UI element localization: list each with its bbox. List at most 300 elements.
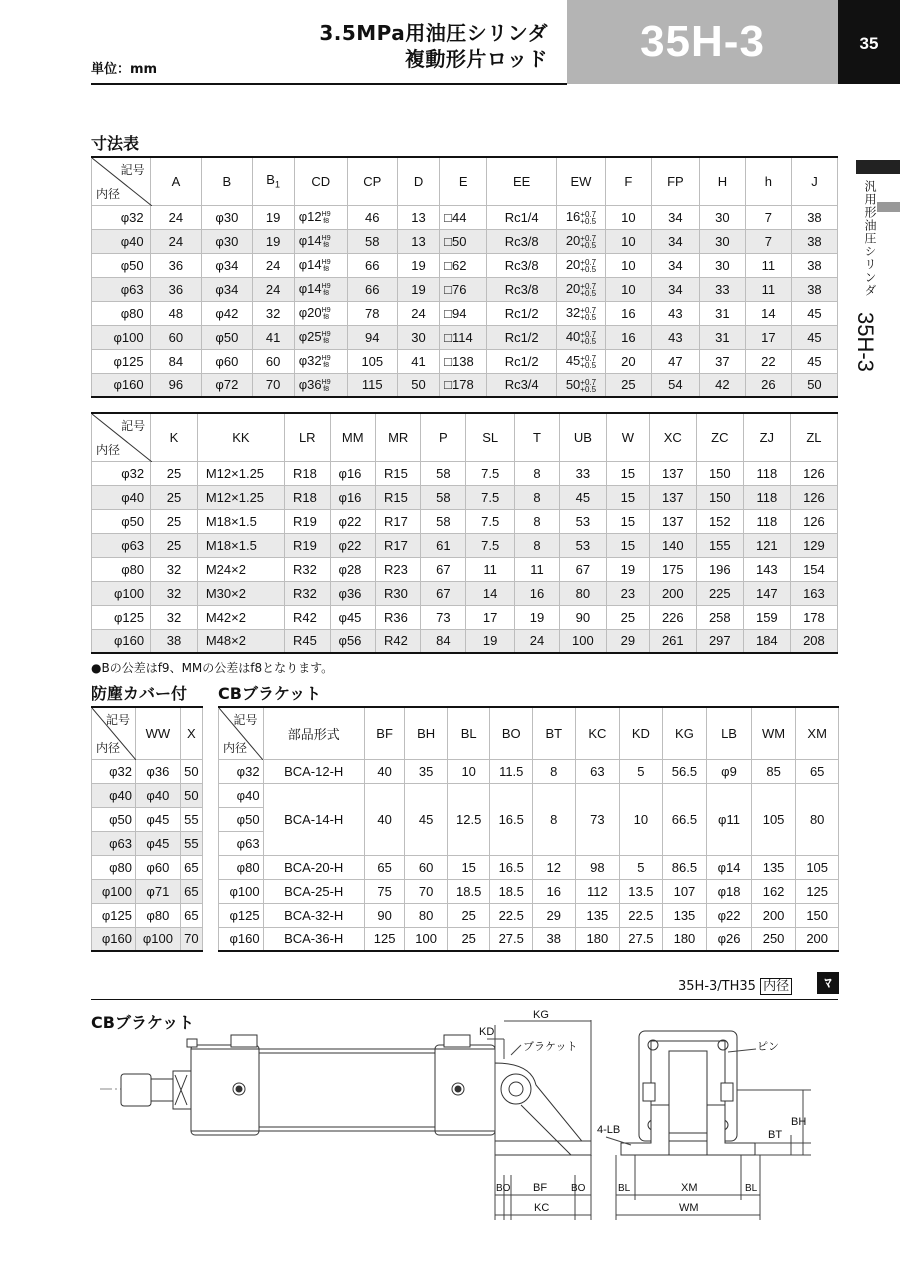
- bracket-cell: 60: [405, 855, 448, 879]
- cell-mr: R15: [375, 485, 420, 509]
- label-bl-left: BL: [618, 1183, 631, 1194]
- table-row: [92, 277, 838, 301]
- cell-a: 48: [150, 301, 202, 325]
- tolerance: +0.7 +0.5: [580, 209, 597, 226]
- bore-cell: φ125: [92, 605, 151, 629]
- cell-a: 24: [150, 229, 202, 253]
- cell-ew: 20 +0.7 +0.5: [557, 229, 606, 253]
- cell-xc: 226: [649, 605, 696, 629]
- cell-fp: 34: [651, 277, 699, 301]
- table-row: [92, 807, 203, 831]
- cell-mm: φ45: [330, 605, 375, 629]
- bore-cell: φ32: [92, 461, 151, 485]
- col-header-ww: WW: [136, 707, 181, 759]
- cell-e: □94: [440, 301, 487, 325]
- cell-lr: R18: [285, 485, 330, 509]
- cell-ew: 50 +0.7 +0.5: [557, 373, 606, 397]
- bracket-cell: 65: [796, 759, 839, 783]
- cell-fp: 54: [651, 373, 699, 397]
- col-header-bh: BH: [405, 707, 448, 759]
- model-box: 35H-3: [567, 0, 838, 84]
- cell-mr: R23: [375, 557, 420, 581]
- label-bo-left: BO: [496, 1183, 511, 1194]
- corner-symbol-label: 記号: [105, 713, 130, 727]
- cell-h: 14: [745, 301, 791, 325]
- bracket-cell: 8: [533, 759, 576, 783]
- cover-cell: 50: [180, 783, 202, 807]
- cell-w: 23: [606, 581, 649, 605]
- col-header-h: h: [745, 157, 791, 205]
- cover-cell: φ125: [92, 903, 136, 927]
- table-row: [92, 509, 838, 533]
- cell-b1: 24: [252, 253, 294, 277]
- col-header-wm: WM: [751, 707, 796, 759]
- cell-w: 15: [606, 461, 649, 485]
- cell-ew: 40 +0.7 +0.5: [557, 325, 606, 349]
- dimension-table-1: [91, 156, 838, 398]
- corner-bore-label: 内径: [96, 442, 121, 457]
- cell-a: 36: [150, 253, 202, 277]
- table-row: [219, 879, 839, 903]
- cell-t: 19: [515, 605, 560, 629]
- cell-f: 10: [605, 253, 651, 277]
- bracket-cell: 150: [796, 903, 839, 927]
- cell-p: 84: [421, 629, 466, 653]
- bracket-cell: 27.5: [490, 927, 533, 951]
- cell-cd: φ36 H9 f8: [294, 373, 347, 397]
- cover-cell: φ36: [136, 759, 181, 783]
- title-line1: 3.5MPa用油圧シリンダ: [319, 21, 548, 45]
- col-header-t: T: [515, 413, 560, 461]
- bracket-cell: 5: [620, 759, 663, 783]
- bracket-cell: 38: [533, 927, 576, 951]
- dimension-table-2: [91, 412, 838, 654]
- cell-p: 58: [421, 485, 466, 509]
- cell-cp: 105: [347, 349, 397, 373]
- cell-xc: 175: [649, 557, 696, 581]
- cell-d: 13: [397, 229, 439, 253]
- cover-table: [91, 706, 203, 952]
- cell-b: φ72: [202, 373, 252, 397]
- bracket-cell: 90: [364, 903, 405, 927]
- col-header-b: B: [202, 157, 252, 205]
- cell-zj: 118: [743, 509, 790, 533]
- col-header-p: P: [421, 413, 466, 461]
- col-header-zj: ZJ: [743, 413, 790, 461]
- corner-bore-label: 内径: [96, 740, 121, 755]
- cell-kk: M24×2: [197, 557, 284, 581]
- cell-kk: M18×1.5: [197, 509, 284, 533]
- cell-k: 25: [151, 509, 198, 533]
- tolerance: H9 f8: [321, 210, 331, 225]
- bore-cell: φ80: [219, 855, 264, 879]
- page-number: 35: [838, 0, 900, 84]
- bracket-cell: BCA-12-H: [263, 759, 364, 783]
- bracket-cell: 16: [533, 879, 576, 903]
- cell-kk: M30×2: [197, 581, 284, 605]
- col-header-kg: KG: [662, 707, 707, 759]
- cell-cp: 46: [347, 205, 397, 229]
- cell-k: 38: [151, 629, 198, 653]
- tolerance: H9 f8: [321, 282, 331, 297]
- cell-mm: φ36: [330, 581, 375, 605]
- table-row: [92, 759, 203, 783]
- bracket-cell: 180: [662, 927, 707, 951]
- corner-header: [219, 707, 264, 759]
- table-row: [92, 533, 838, 557]
- bracket-cell: φ26: [707, 927, 752, 951]
- col-header-bt: BT: [533, 707, 576, 759]
- cell-mr: R17: [375, 509, 420, 533]
- bore-cell: φ50: [92, 509, 151, 533]
- col-header-b1: $B_1$: [252, 157, 294, 205]
- cell-lr: R18: [285, 461, 330, 485]
- table-row: [219, 927, 839, 951]
- col-header-cp: CP: [347, 157, 397, 205]
- bore-cell: φ125: [219, 903, 264, 927]
- cell-p: 61: [421, 533, 466, 557]
- col-header-xc: XC: [649, 413, 696, 461]
- cell-w: 15: [606, 509, 649, 533]
- cell-ee: Rc1/4: [487, 205, 557, 229]
- cover-cell: φ50: [92, 807, 136, 831]
- cell-t: 11: [515, 557, 560, 581]
- cell-kk: M12×1.25: [197, 485, 284, 509]
- tolerance: H9 f8: [321, 330, 331, 345]
- cell-b: φ34: [202, 277, 252, 301]
- cell-zl: 163: [790, 581, 837, 605]
- cell-xc: 137: [649, 509, 696, 533]
- header-rule: [91, 83, 567, 85]
- cell-p: 58: [421, 509, 466, 533]
- col-header-kd: KD: [620, 707, 663, 759]
- cell-j: 45: [791, 301, 837, 325]
- corner-symbol-label: 記号: [233, 713, 258, 727]
- table-row: [92, 783, 203, 807]
- bracket-cell: 112: [575, 879, 620, 903]
- bracket-cell: 180: [575, 927, 620, 951]
- caption: [678, 975, 792, 994]
- cell-sl: 7.5: [466, 509, 515, 533]
- tolerance: +0.7 +0.5: [580, 233, 597, 250]
- cell-mr: R30: [375, 581, 420, 605]
- cell-a: 36: [150, 277, 202, 301]
- bracket-cell: 56.5: [662, 759, 707, 783]
- bracket-cell: 27.5: [620, 927, 663, 951]
- col-header-a: A: [150, 157, 202, 205]
- cell-p: 73: [421, 605, 466, 629]
- cell-j: 38: [791, 229, 837, 253]
- tolerance: +0.7 +0.5: [580, 377, 597, 394]
- cell-sl: 7.5: [466, 533, 515, 557]
- bracket-front-view: [621, 1031, 755, 1155]
- tolerance: H9 f8: [321, 378, 331, 393]
- cell-d: 13: [397, 205, 439, 229]
- cell-xc: 200: [649, 581, 696, 605]
- cell-lr: R32: [285, 557, 330, 581]
- page-title: [250, 20, 548, 72]
- col-header-ee: EE: [487, 157, 557, 205]
- cell-b: φ30: [202, 229, 252, 253]
- cell-f: 20: [605, 349, 651, 373]
- cell-p: 58: [421, 461, 466, 485]
- cover-cell: φ60: [136, 855, 181, 879]
- cell-a: 60: [150, 325, 202, 349]
- tolerance: H9 f8: [321, 354, 331, 369]
- label-kg: KG: [533, 1009, 549, 1021]
- cell-kk: M18×1.5: [197, 533, 284, 557]
- cell-ee: Rc3/8: [487, 229, 557, 253]
- caption-rule: [91, 999, 838, 1000]
- corner-header: [92, 707, 136, 759]
- label-bracket: ブラケット: [523, 1041, 578, 1053]
- cell-ee: Rc1/2: [487, 349, 557, 373]
- cell-h: 42: [699, 373, 745, 397]
- cover-cell: φ80: [136, 903, 181, 927]
- cover-cell: φ45: [136, 807, 181, 831]
- tolerance: +0.7 +0.5: [580, 257, 597, 274]
- cell-zl: 208: [790, 629, 837, 653]
- cell-k: 32: [151, 557, 198, 581]
- cell-ew: 32 +0.7 +0.5: [557, 301, 606, 325]
- cell-t: 8: [515, 485, 560, 509]
- cell-cp: 94: [347, 325, 397, 349]
- cell-j: 38: [791, 277, 837, 301]
- bracket-cell: 40: [364, 783, 405, 855]
- cell-mr: R42: [375, 629, 420, 653]
- bracket-cell: 200: [751, 903, 796, 927]
- cell-ub: 33: [559, 461, 606, 485]
- cell-h: 11: [745, 253, 791, 277]
- bore-cell: φ63: [92, 277, 151, 301]
- bracket-cell: φ18: [707, 879, 752, 903]
- cell-ew: 20 +0.7 +0.5: [557, 277, 606, 301]
- cell-k: 32: [151, 581, 198, 605]
- cell-cd: φ14 H9 f8: [294, 277, 347, 301]
- cell-h: 7: [745, 205, 791, 229]
- cover-cell: φ80: [92, 855, 136, 879]
- bore-cell: φ125: [92, 349, 151, 373]
- cell-j: 38: [791, 253, 837, 277]
- bracket-cell: 250: [751, 927, 796, 951]
- bracket-cell: 29: [533, 903, 576, 927]
- cell-b1: 32: [252, 301, 294, 325]
- table-row: [92, 903, 203, 927]
- col-header-ew: EW: [557, 157, 606, 205]
- cell-b: φ50: [202, 325, 252, 349]
- bore-cell: φ80: [92, 301, 151, 325]
- cell-d: 19: [397, 277, 439, 301]
- cell-j: 45: [791, 349, 837, 373]
- cylinder-side-view: [100, 1035, 591, 1155]
- cell-h: 11: [745, 277, 791, 301]
- bracket-cell: 35: [405, 759, 448, 783]
- table-row: [92, 831, 203, 855]
- bracket-cell: 105: [796, 855, 839, 879]
- section-title-bracket: CBブラケット: [218, 684, 322, 703]
- table-row: [92, 229, 838, 253]
- caption-text: 35H-3/TH35: [678, 979, 756, 994]
- bracket-cell: 25: [447, 903, 490, 927]
- cell-lr: R19: [285, 533, 330, 557]
- cell-lr: R42: [285, 605, 330, 629]
- bracket-cell: 66.5: [662, 783, 707, 855]
- cell-h: 31: [699, 325, 745, 349]
- col-header-e: E: [440, 157, 487, 205]
- cell-sl: 14: [466, 581, 515, 605]
- cell-d: 19: [397, 253, 439, 277]
- table-row: [92, 581, 838, 605]
- bracket-cell: 22.5: [490, 903, 533, 927]
- table-row: [92, 301, 838, 325]
- cell-cp: 78: [347, 301, 397, 325]
- bracket-cell: 11.5: [490, 759, 533, 783]
- cell-mm: φ16: [330, 461, 375, 485]
- side-tab-sub-marker: [877, 202, 900, 212]
- bracket-cell: 5: [620, 855, 663, 879]
- side-tab-marker: [856, 160, 900, 174]
- cell-mm: φ16: [330, 485, 375, 509]
- cell-b1: 24: [252, 277, 294, 301]
- bracket-cell: 85: [751, 759, 796, 783]
- cell-kk: M12×1.25: [197, 461, 284, 485]
- label-kd: KD: [479, 1026, 495, 1038]
- cell-b1: 60: [252, 349, 294, 373]
- cell-d: 41: [397, 349, 439, 373]
- bore-cell: φ63: [92, 533, 151, 557]
- cell-mm: φ22: [330, 533, 375, 557]
- cell-j: 38: [791, 205, 837, 229]
- cell-fp: 47: [651, 349, 699, 373]
- bore-cell: φ40: [92, 229, 151, 253]
- cell-sl: 17: [466, 605, 515, 629]
- bracket-cell: 162: [751, 879, 796, 903]
- cell-b: φ42: [202, 301, 252, 325]
- cover-cell: φ71: [136, 879, 181, 903]
- bracket-cell: φ14: [707, 855, 752, 879]
- cell-t: 24: [515, 629, 560, 653]
- tolerance: +0.7 +0.5: [580, 281, 597, 298]
- cell-cd: φ14 H9 f8: [294, 229, 347, 253]
- col-header-fp: FP: [651, 157, 699, 205]
- cell-k: 25: [151, 485, 198, 509]
- bracket-cell: 80: [405, 903, 448, 927]
- cell-ub: 53: [559, 509, 606, 533]
- cb-bracket-drawing: [91, 1005, 838, 1230]
- col-header-mm: MM: [330, 413, 375, 461]
- label-xm: XM: [681, 1182, 698, 1194]
- cell-zc: 258: [696, 605, 743, 629]
- bracket-cell: 10: [447, 759, 490, 783]
- cell-b: φ30: [202, 205, 252, 229]
- table-row: [92, 605, 838, 629]
- bracket-cell: 22.5: [620, 903, 663, 927]
- cell-ub: 90: [559, 605, 606, 629]
- cell-f: 10: [605, 277, 651, 301]
- cell-h: 30: [699, 205, 745, 229]
- cell-ub: 53: [559, 533, 606, 557]
- cell-zj: 184: [743, 629, 790, 653]
- cell-zl: 154: [790, 557, 837, 581]
- tolerance: +0.7 +0.5: [580, 305, 597, 322]
- cell-e: □178: [440, 373, 487, 397]
- cell-j: 50: [791, 373, 837, 397]
- cell-a: 24: [150, 205, 202, 229]
- cell-ew: 16 +0.7 +0.5: [557, 205, 606, 229]
- bracket-cell: 70: [405, 879, 448, 903]
- cell-sl: 11: [466, 557, 515, 581]
- col-header-bf: BF: [364, 707, 405, 759]
- cover-cell: φ40: [136, 783, 181, 807]
- bracket-cell: 12: [533, 855, 576, 879]
- table-row: [219, 903, 839, 927]
- bracket-cell: 18.5: [447, 879, 490, 903]
- label-bo-right: BO: [571, 1183, 586, 1194]
- bracket-cell: 73: [575, 783, 620, 855]
- cell-fp: 34: [651, 205, 699, 229]
- cell-w: 15: [606, 485, 649, 509]
- cell-cd: φ12 H9 f8: [294, 205, 347, 229]
- bore-cell: φ100: [92, 325, 151, 349]
- col-header-h: H: [699, 157, 745, 205]
- label-bt: BT: [768, 1129, 783, 1141]
- cell-mm: φ28: [330, 557, 375, 581]
- bracket-cell: 25: [447, 927, 490, 951]
- bracket-cell: 107: [662, 879, 707, 903]
- cell-zj: 121: [743, 533, 790, 557]
- col-header-kc: KC: [575, 707, 620, 759]
- corner-header: [92, 157, 151, 205]
- drawing-title: CBブラケット: [91, 1013, 195, 1032]
- cell-a: 96: [150, 373, 202, 397]
- bracket-cell: BCA-20-H: [263, 855, 364, 879]
- cell-ub: 45: [559, 485, 606, 509]
- cell-zc: 196: [696, 557, 743, 581]
- cell-b1: 41: [252, 325, 294, 349]
- cell-h: 33: [699, 277, 745, 301]
- table-row: [92, 349, 838, 373]
- cell-b1: 19: [252, 229, 294, 253]
- bracket-cell: BCA-32-H: [263, 903, 364, 927]
- bore-cell: φ50: [219, 807, 264, 831]
- cell-e: □114: [440, 325, 487, 349]
- bracket-cell: 135: [662, 903, 707, 927]
- bore-cell: φ32: [92, 205, 151, 229]
- col-header-mr: MR: [375, 413, 420, 461]
- cell-w: 29: [606, 629, 649, 653]
- cover-cell: 50: [180, 759, 202, 783]
- col-header-d: D: [397, 157, 439, 205]
- cell-p: 67: [421, 581, 466, 605]
- cell-h: 26: [745, 373, 791, 397]
- table-row: [92, 373, 838, 397]
- cell-fp: 43: [651, 325, 699, 349]
- label-pin: ピン: [757, 1041, 779, 1053]
- tolerance: H9 f8: [321, 258, 331, 273]
- cell-e: □44: [440, 205, 487, 229]
- cell-lr: R45: [285, 629, 330, 653]
- corner-header: [92, 413, 151, 461]
- table-row: [92, 325, 838, 349]
- col-header-w: W: [606, 413, 649, 461]
- cell-sl: 7.5: [466, 485, 515, 509]
- corner-bore-label: 内径: [223, 740, 248, 755]
- bore-cell: φ100: [219, 879, 264, 903]
- tolerance: H9 f8: [321, 234, 331, 249]
- col-header-cd: CD: [294, 157, 347, 205]
- cell-sl: 19: [466, 629, 515, 653]
- cell-zl: 129: [790, 533, 837, 557]
